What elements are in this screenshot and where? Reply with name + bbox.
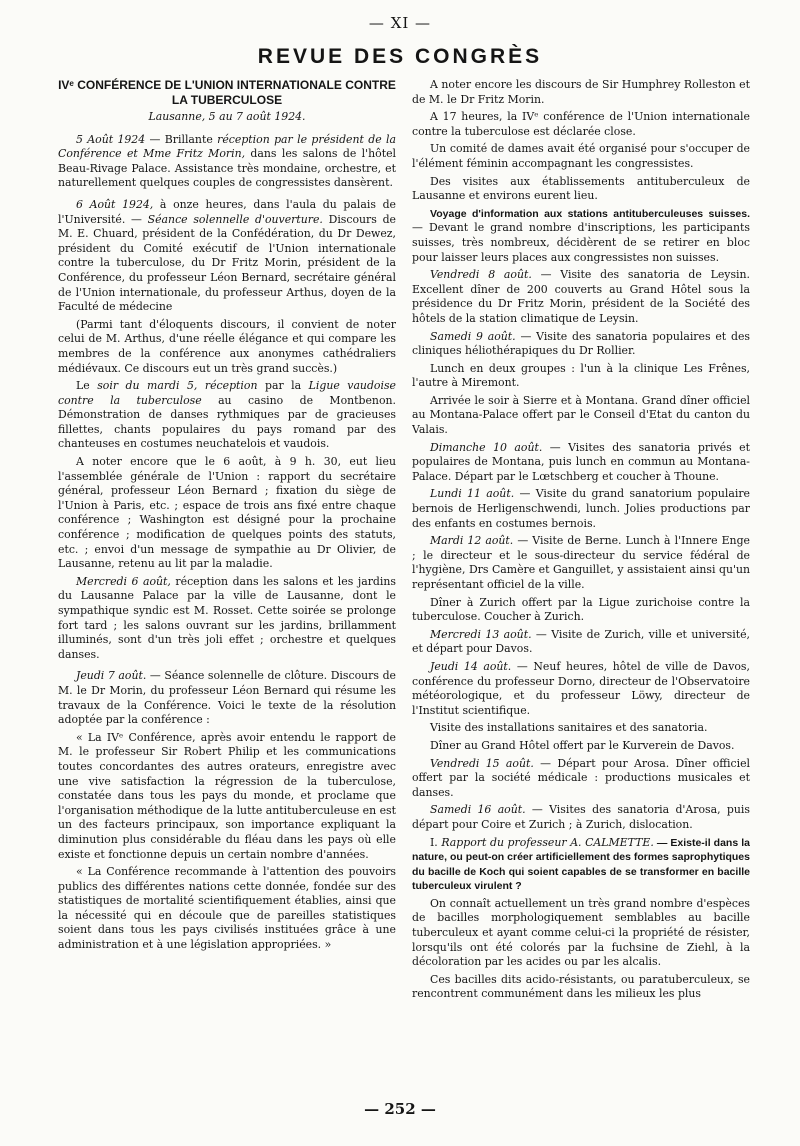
text: — Visites des sanatoria d'Arosa, puis départ pour Coire et Zurich ; à Zurich, dislocation. [412,803,750,831]
paragraph [58,575,396,663]
date: 6 Août 1924, [76,197,154,211]
text: — Visite de Zurich, ville et université, et départ pour Davos. [412,627,750,656]
text: — Visites des sanatoria privés et populaires de Montana, puis lunch en commun au Montana-Palace. Départ par le Lœtschberg et coucher à Thoune. [412,440,750,483]
paragraph [412,803,750,832]
date: Vendredi 8 août. [430,268,532,282]
date: Mardi 12 août. [430,534,514,548]
paragraph: A noter encore que le 6 août, à 9 h. 30, eut lieu l'assemblée générale de l'Union : rapport du secrétaire général, professeur Léon Bernard ; fixation du siège de l'Union à Paris, etc. ; espace de trois ans fixé entre chaque conférence ; Washington est désigné pour la prochaine conférence ; modification de quelques points des statuts, etc. ; envoi d'un message de sympathie au Dr Olivier, de Lausanne, retenu au lit par la maladie. [58,455,396,571]
text: — Visite du grand sanatorium populaire bernois de Herligenschwendi, lunch. Jolies productions par des enfants en costumes bernois. [412,487,750,530]
paragraph: Ces bacilles dits acido-résistants, ou paratuberculeux, se rencontrent communément dans les milieux les plus [412,972,750,1001]
paragraph: A noter encore les discours de Sir Humphrey Rolleston et de M. le Dr Fritz Morin. [412,78,750,106]
paragraph: Dîner au Grand Hôtel offert par le Kurverein de Davos. [430,738,735,752]
paragraph: Dîner à Zurich offert par la Ligue zurichoise contre la tuberculose. Coucher à Zurich. [412,595,750,624]
text: au casino de Montbenon. Démonstration de danses rythmiques par de gracieuses fillettes, chants populaires du pays romand par des chanteuses en costumes neuchatelois et vaudois. [58,393,396,451]
date: Lundi 11 août. [430,487,515,501]
page-roman-numeral: — XI — [368,14,432,32]
date: Dimanche 10 août. [430,440,543,454]
page-title: REVUE DES CONGRÈS [257,45,543,68]
text: — Visite de Berne. Lunch à l'Innere Enge ; le directeur et le sous-directeur du service fédéral de l'hygiène, Drs Camère et Ganguillet, y assistaient ainsi qu'un représentant officiel de la ville. [412,534,750,591]
left-column [58,78,396,1088]
conference-subtitle: Lausanne, 5 au 7 août 1924. [148,110,306,123]
paragraph [412,757,750,801]
text-italic: Rapport du professeur A. CALMETTE. [441,835,654,849]
paragraph [58,379,396,452]
date: Vendredi 15 août. [430,756,534,770]
paragraph [412,330,750,359]
right-column [412,78,750,1088]
text: à onze heures, dans l'aula du palais de l'Université. — [58,197,396,226]
date: Jeudi 7 août. [76,669,147,683]
date: Mercredi 6 août, [76,574,171,588]
text-italic: soir du mardi 5, réception [97,379,258,393]
section-heading: Voyage d'information aux stations antituberculeuses suisses. [430,207,750,220]
paragraph [58,133,396,191]
text: — Devant le grand nombre d'inscriptions, les participants suisses, très nombreux, décidèrent de se retirer en bloc pour laisser leurs places aux congressistes non suisses. [412,221,750,264]
text: — Neuf heures, hôtel de ville de Davos, conférence du professeur Dorno, directeur de l'Observatoire météorologique, et du professeur Löwy, directeur de l'Institut scientifique. [412,659,750,717]
paragraph [412,534,750,592]
date: Samedi 9 août. [430,329,516,343]
text: par la [257,379,309,393]
text: — Départ pour Arosa. Dîner officiel offert par la société médicale : productions musicales et danses. [412,756,750,799]
text: dans les salons de l'hôtel Beau-Rivage Palace. Assistance très mondaine, orchestre, et naturellement quelques couples de congressistes dansèrent. [58,147,396,190]
paragraph: On connaît actuellement un très grand nombre d'espèces de bacilles morphologiquement semblables au bacille tuberculeux et ayant comme celui-ci la propriété de résister, lorsqu'ils ont été colorés par la fuchsine de Ziehl, à la décoloration par les acides ou par les alcalis. [412,896,750,969]
paragraph: (Parmi tant d'éloquents discours, il convient de noter celui de M. Arthus, d'une réelle élégance et qui compare les membres de la conférence aux anonymes cathédraliers médiévaux. Ce discours eut un très grand succès.) [58,317,396,375]
paragraph: Lunch en deux groupes : l'un à la clinique Les Frênes, l'autre à Miremont. [412,361,750,390]
conference-title: IVᵉ CONFÉRENCE DE L'UNION INTERNATIONALE CONTRE LA TUBERCULOSE [58,78,396,107]
paragraph: A 17 heures, la IVᵉ conférence de l'Union internationale contre la tuberculose est déclarée close. [412,110,750,138]
date: Mercredi 13 août. [430,627,532,641]
text: — Visite des sanatoria populaires et des cliniques héliothérapiques du Dr Rollier. [412,329,750,358]
paragraph: Visite des installations sanitaires et des sanatoria. [430,721,708,735]
resolution-paragraph: « La IVᵉ Conférence, après avoir entendu le rapport de M. le professeur Sir Robert Philip et les communications toutes concordantes des autres orateurs, enregistre avec une vive satisfaction la régression de la tuberculose, constatée dans tous les pays du monde, et proclame que l'organisation méthodique de la lutte antituberculeuse en est un des facteurs principaux, son importance expliquant la diminution plus considérable du fléau dans les pays où elle existe et fonctionne depuis un certain nombre d'années. [58,730,396,861]
text: Discours de M. E. Chuard, président de la Confédération, du Dr Dewez, président du Comité exécutif de l'Union internationale contre la tuberculose, du Dr Fritz Morin, président de la Conférence, du professeur Léon Bernard, secrétaire général de l'Union internationale, du professeur Arthus, doyen de la Faculté de médecine [58,212,396,314]
paragraph [412,836,750,894]
paragraph: Arrivée le soir à Sierre et à Montana. Grand dîner officiel au Montana-Palace offert par le Conseil d'Etat du canton du Valais. [412,393,750,437]
paragraph [412,268,750,326]
text: — Brillante [145,132,218,146]
paragraph [412,487,750,531]
paragraph [412,207,750,265]
report-question: — Existe-il dans la nature, ou peut-on créer artificiellement des formes saprophytiques du bacille de Koch qui soient capables de se transformer en bacille tuberculeux virulent ? [412,836,750,893]
text: — Séance solennelle de clôture. Discours de M. le Dr Morin, du professeur Léon Bernard qui résume les travaux de la Conférence. Voici le texte de la résolution adoptée par la conférence : [58,669,396,727]
paragraph [412,660,750,718]
text: réception dans les salons et les jardins du Lausanne Palace par la ville de Lausanne, dont le sympathique syndic est M. Rosset. Cette soirée se prolonge fort tard ; les salons ouvrant sur les jardins, brillamment illuminés, sont d'un très joli effet ; orchestre et quelques danses. [58,574,396,661]
paragraph: Des visites aux établissements antituberculeux de Lausanne et environs eurent lieu. [412,174,750,203]
paragraph [412,628,750,657]
paragraph [412,441,750,485]
text-italic: Ligue vaudoise contre la tuberculose [58,379,396,407]
text: Le [76,379,98,393]
date: Samedi 16 août. [430,803,526,817]
paragraph: Un comité de dames avait été organisé pour s'occuper de l'élément féminin accompagnant les congressistes. [412,142,750,170]
paragraph [58,198,396,315]
text-italic: Séance solennelle d'ouverture. [147,212,323,226]
text: I. [430,835,442,849]
resolution-paragraph: « La Conférence recommande à l'attention des pouvoirs publics des différentes nations cette donnée, fondée sur des statistiques de mortalité scientifiquement établies, ainsi que la nécessité qui en découle que de pareilles statistiques soient dans tous les pays civilisés instituées grâce à une administration et à une législation appropriées. » [58,865,396,952]
date: 5 Août 1924 [76,132,146,146]
text-italic: réception par le président de la Conférence et Mme Fritz Morin, [58,132,396,161]
date: Jeudi 14 août. [430,659,512,673]
paragraph [58,669,396,727]
text: — Visite des sanatoria de Leysin. Excellent dîner de 200 couverts au Grand Hôtel sous la présidence du Dr Fritz Morin, président de la Société des hôtels de la station climatique de Leysin. [412,268,750,325]
page-number: — 252 — [364,1100,436,1118]
